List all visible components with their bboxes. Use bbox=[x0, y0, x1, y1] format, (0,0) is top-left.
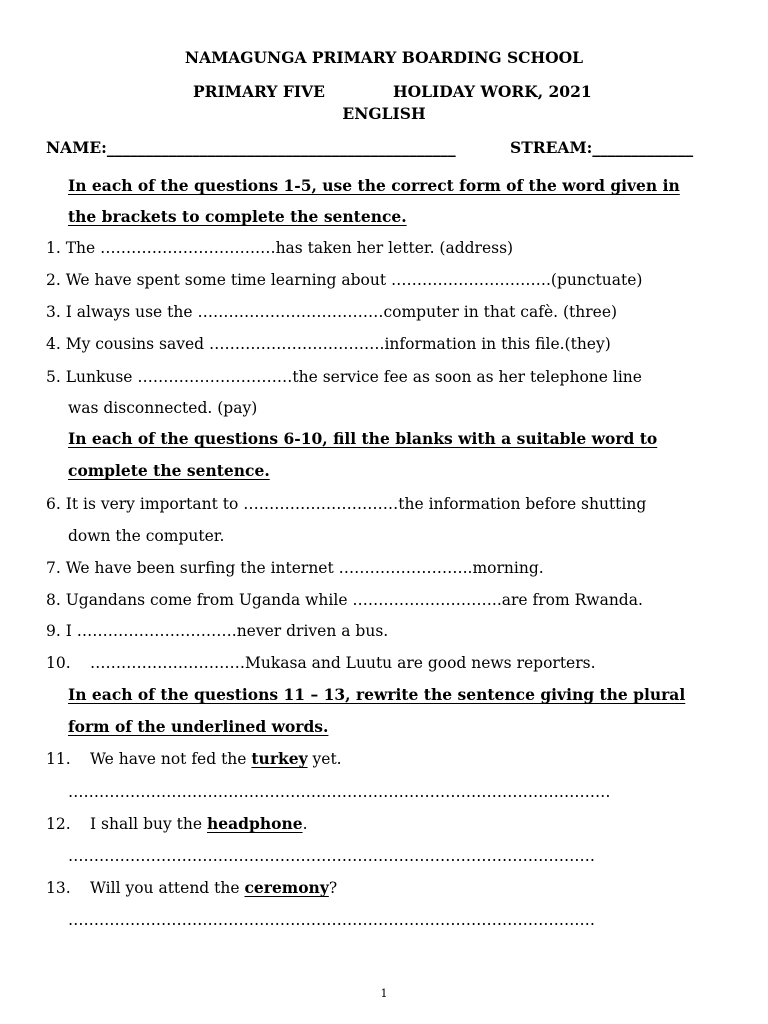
question-13-text: Will you attend the bbox=[90, 879, 245, 897]
page-number: 1 bbox=[380, 987, 388, 1000]
section-1-instruction-line-2: the brackets to complete the sentence. bbox=[68, 207, 407, 226]
subject-label: ENGLISH bbox=[342, 104, 426, 123]
answer-line-13: ………………………………………………………………………………………… bbox=[68, 911, 595, 929]
question-11 bbox=[90, 749, 342, 769]
answer-line-12: ………………………………………………………………………………………… bbox=[68, 847, 595, 865]
question-10-number: 10. bbox=[46, 654, 71, 672]
stream-field: STREAM:_____________ bbox=[510, 138, 694, 157]
name-field: NAME:_____________________________________________ bbox=[46, 138, 456, 157]
question-11-text: We have not fed the bbox=[90, 750, 252, 768]
school-title: NAMAGUNGA PRIMARY BOARDING SCHOOL bbox=[184, 48, 584, 67]
work-label: HOLIDAY WORK, 2021 bbox=[393, 82, 592, 101]
question-13 bbox=[90, 878, 337, 898]
answer-line-11: …………………………………………………………………………………………… bbox=[68, 783, 611, 801]
question-2: 2. We have spent some time learning about ………………………….(punctuate) bbox=[46, 271, 643, 289]
question-13-text-end: ? bbox=[328, 879, 338, 897]
section-3-instruction-line-2: form of the underlined words. bbox=[68, 717, 329, 736]
section-3-instruction-line-1: In each of the questions 11 – 13, rewrite the sentence giving the plural bbox=[68, 685, 686, 704]
question-8: 8. Ugandans come from Uganda while ………………………..are from Rwanda. bbox=[46, 591, 643, 609]
question-5-line-1: 5. Lunkuse …………………………the service fee as soon as her telephone line bbox=[46, 368, 642, 386]
section-1-instruction-line-1: In each of the questions 1-5, use the correct form of the word given in bbox=[68, 176, 680, 195]
question-1: 1. The ………………………….…has taken her letter. (address) bbox=[46, 239, 514, 257]
question-12 bbox=[90, 814, 308, 834]
question-10: …………………………Mukasa and Luutu are good news reporters. bbox=[90, 654, 596, 672]
question-12-number: 12. bbox=[46, 815, 71, 833]
question-11-number: 11. bbox=[46, 750, 71, 768]
question-11-underlined-word: turkey bbox=[251, 749, 308, 768]
question-6-line-2: down the computer. bbox=[68, 527, 225, 545]
section-2-instruction-line-2: complete the sentence. bbox=[68, 461, 270, 480]
question-4: 4. My cousins saved …………………………….information in this file.(they) bbox=[46, 335, 611, 353]
question-12-underlined-word: headphone bbox=[206, 814, 303, 833]
section-2-instruction-line-1: In each of the questions 6-10, fill the blanks with a suitable word to bbox=[68, 429, 658, 448]
question-7: 7. We have been surfing the internet ……………………..morning. bbox=[46, 559, 544, 577]
question-3: 3. I always use the ………………………………computer in that cafè. (three) bbox=[46, 303, 618, 321]
question-13-underlined-word: ceremony bbox=[244, 878, 329, 897]
question-6-line-1: 6. It is very important to …………………………the information before shutting bbox=[46, 495, 647, 513]
question-12-text-end: . bbox=[302, 815, 308, 833]
question-5-line-2: was disconnected. (pay) bbox=[68, 399, 258, 417]
question-12-text: I shall buy the bbox=[90, 815, 207, 833]
class-label: PRIMARY FIVE bbox=[193, 82, 325, 101]
question-13-number: 13. bbox=[46, 879, 71, 897]
question-11-text-end: yet. bbox=[307, 750, 342, 768]
question-9: 9. I ………………………….never driven a bus. bbox=[46, 622, 389, 640]
